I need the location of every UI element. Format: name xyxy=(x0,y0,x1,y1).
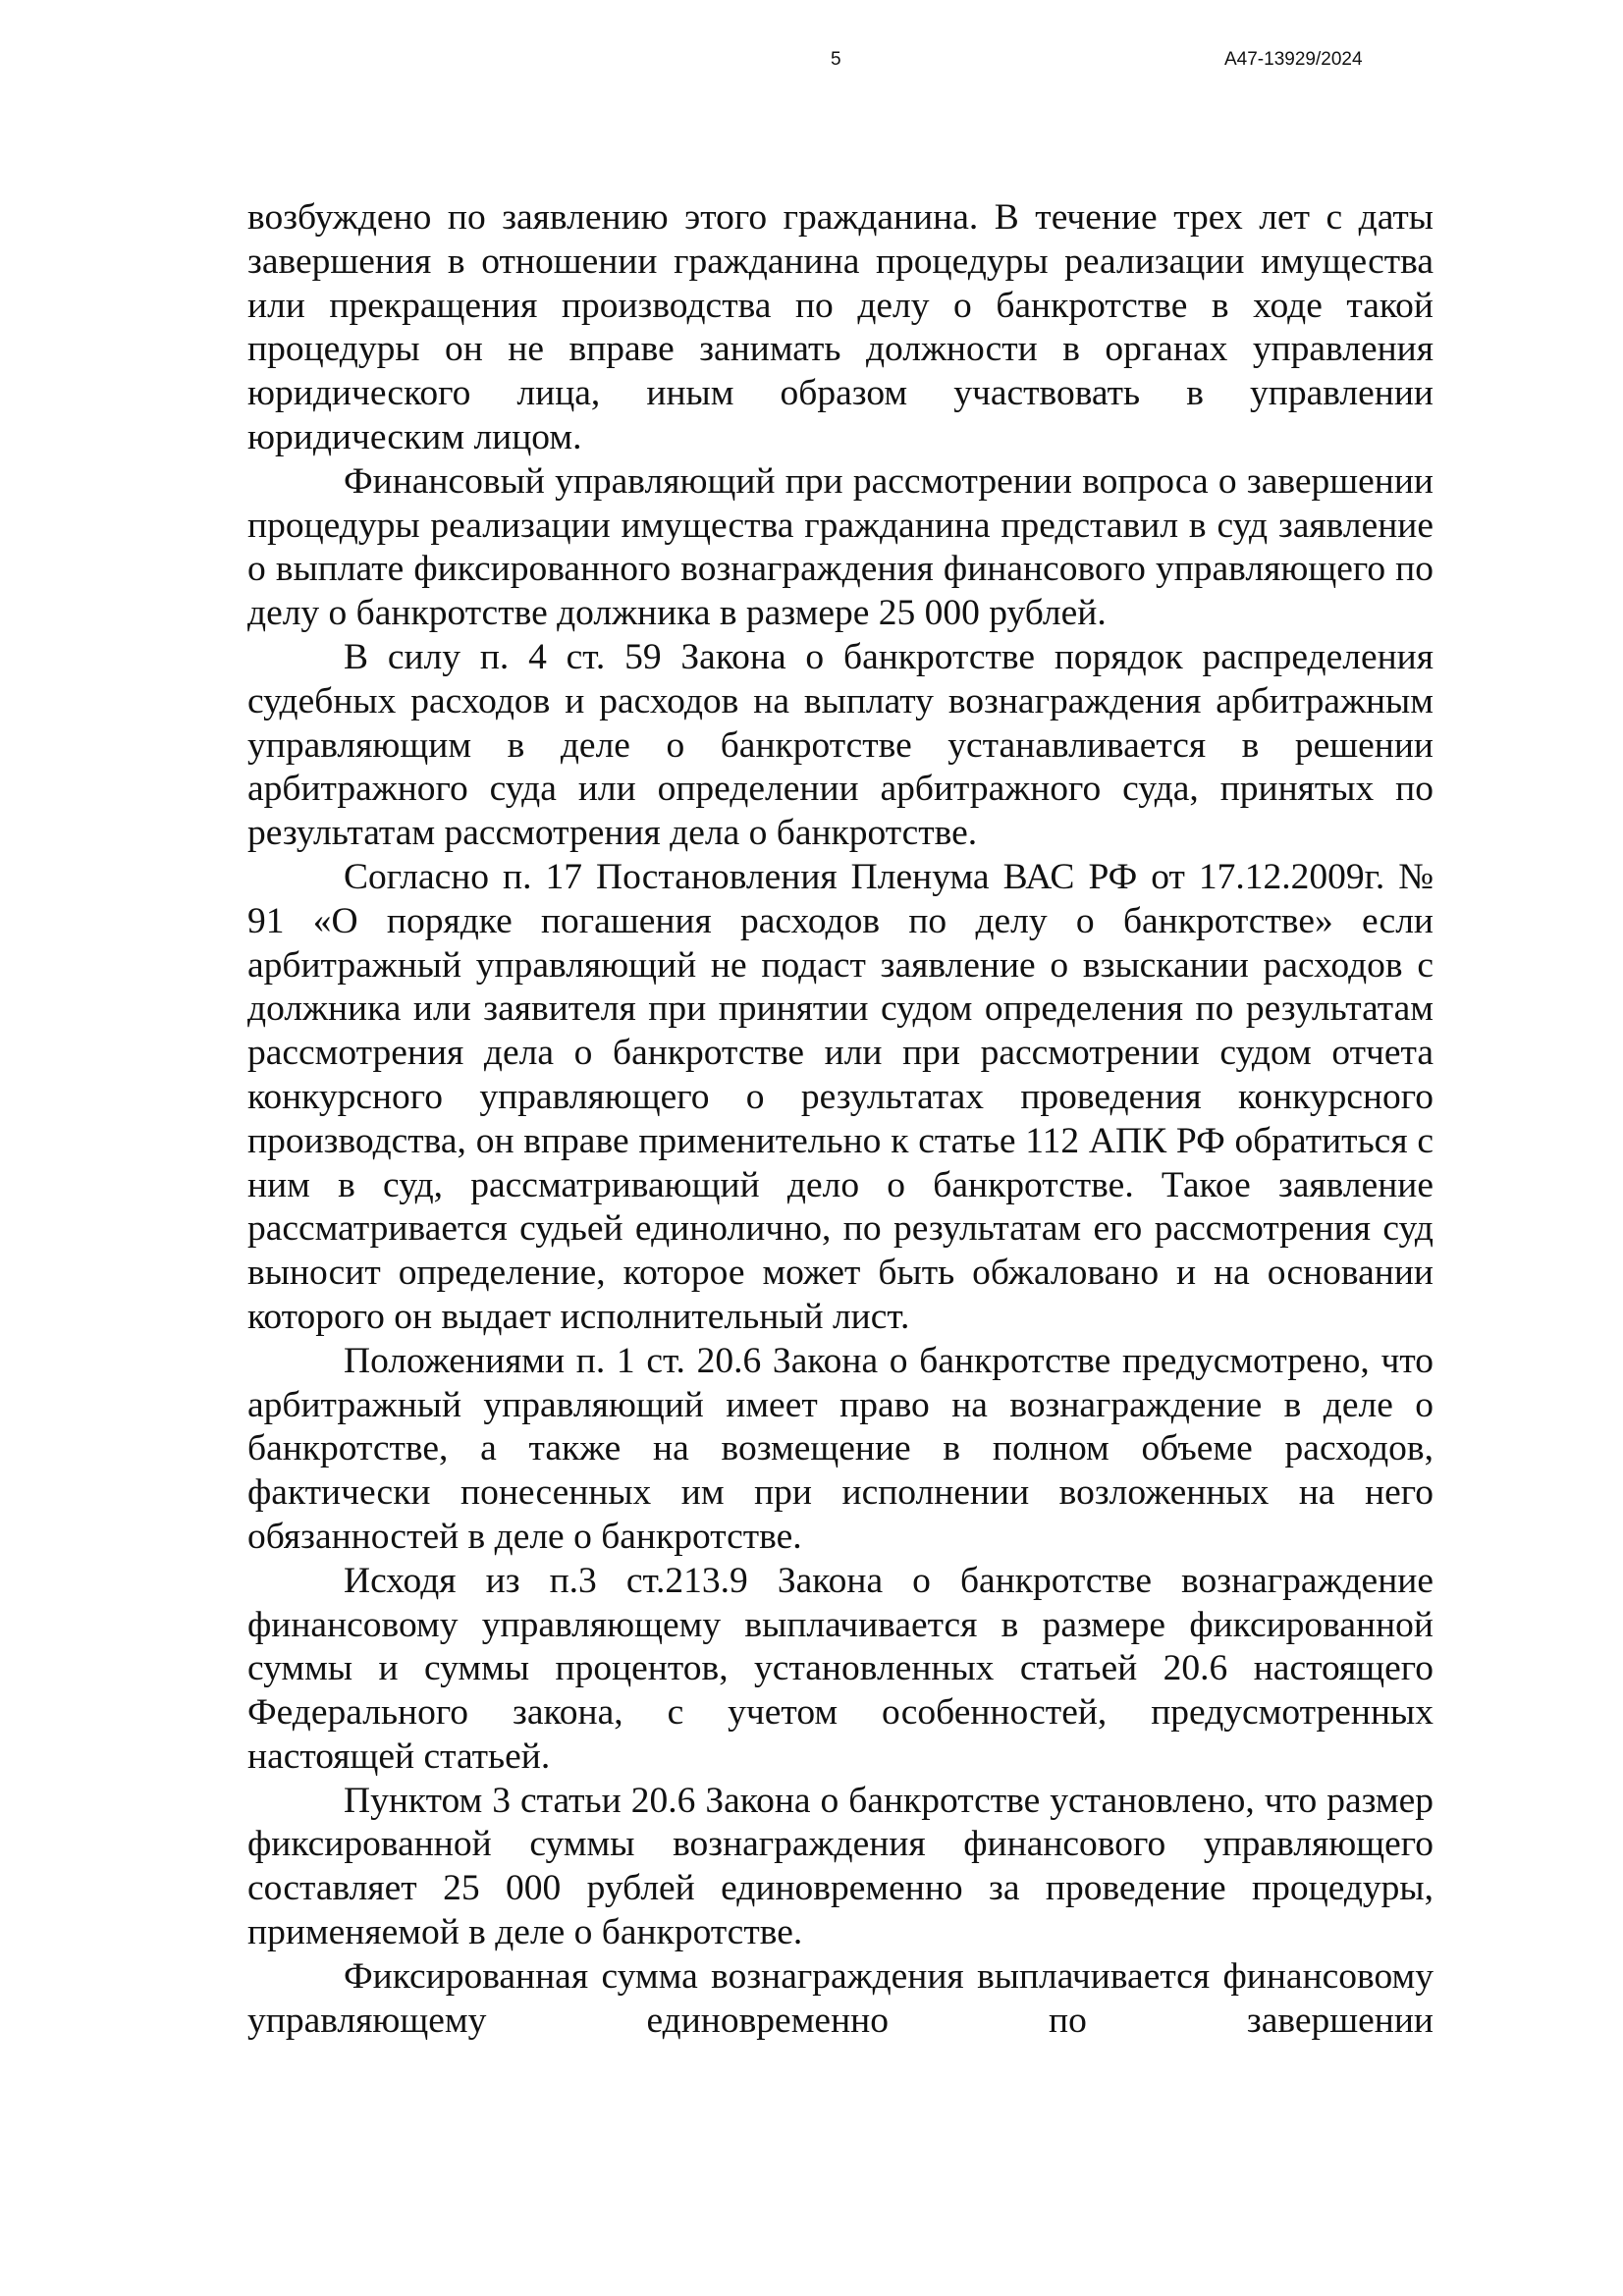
paragraph-8: Фиксированная сумма вознаграждения выплачивается финансовому управляющему единовременно по завершении xyxy=(247,1955,1434,2041)
paragraph-5: Положениями п. 1 ст. 20.6 Закона о банкротстве предусмотрено, что арбитражный управляющий имеет право на вознаграждение в деле о банкротстве, а также на возмещение в полном объеме расходов, фактически понесенных им при исполнении возложенных на него обязанностей в деле о банкротстве. xyxy=(247,1340,1434,1557)
document-body xyxy=(247,196,1434,2043)
page-header xyxy=(0,49,1623,79)
paragraph-3: В силу п. 4 ст. 59 Закона о банкротстве порядок распределения судебных расходов и расходов на выплату вознаграждения арбитражным управляющим в деле о банкротстве устанавливается в решении арбитражного суда или определении арбитражного суда, принятых по результатам рассмотрения дела о банкротстве. xyxy=(247,636,1434,854)
paragraph-1: возбуждено по заявлению этого гражданина. В течение трех лет с даты завершения в отношении гражданина процедуры реализации имущества или прекращения производства по делу о банкротстве в ходе такой процедуры он не вправе занимать должности в органах управления юридического лица, иным образом участвовать в управлении юридическим лицом. xyxy=(247,197,1434,457)
paragraph-7: Пунктом 3 статьи 20.6 Закона о банкротстве установлено, что размер фиксированной суммы вознаграждения финансового управляющего составляет 25 000 рублей единовременно за проведение процедуры, применяемой в деле о банкротстве. xyxy=(247,1780,1434,1953)
paragraph-6: Исходя из п.3 ст.213.9 Закона о банкротстве вознаграждение финансовому управляющему выплачивается в размере фиксированной суммы и суммы процентов, установленных статьей 20.6 настоящего Федерального закона, с учетом особенностей, предусмотренных настоящей статьей. xyxy=(247,1560,1434,1777)
paragraph-4: Согласно п. 17 Постановления Пленума ВАС РФ от 17.12.2009г. № 91 «О порядке погашения расходов по делу о банкротстве» если арбитражный управляющий не подаст заявление о взыскании расходов с должника или заявителя при принятии судом определения по результатам рассмотрения дела о банкротстве или при рассмотрении судом отчета конкурсного управляющего о результатах проведения конкурсного производства, он вправе применительно к статье 112 АПК РФ обратиться с ним в суд, рассматривающий дело о банкротстве. Такое заявление рассматривается судьей единолично, по результатам его рассмотрения суд выносит определение, которое может быть обжаловано и на основании которого он выдает исполнительный лист. xyxy=(247,856,1434,1337)
page-number: 5 xyxy=(831,49,841,70)
paragraph-2: Финансовый управляющий при рассмотрении вопроса о завершении процедуры реализации имущества гражданина представил в суд заявление о выплате фиксированного вознаграждения финансового управляющего по делу о банкротстве должника в размере 25 000 рублей. xyxy=(247,460,1434,634)
case-number: А47-13929/2024 xyxy=(1224,49,1363,70)
